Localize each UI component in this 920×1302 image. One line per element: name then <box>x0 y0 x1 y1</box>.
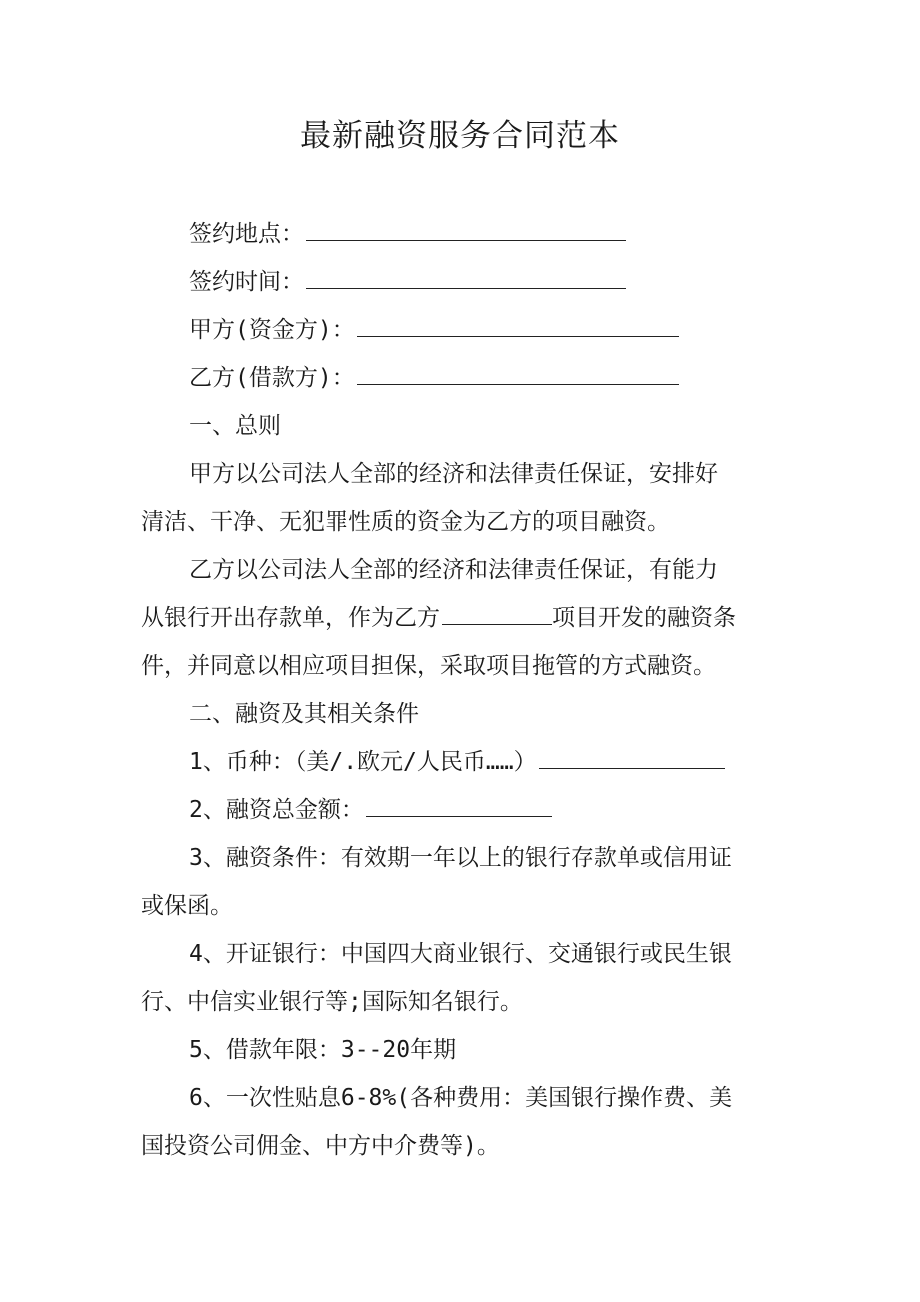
item-line: 5、借款年限：3--20年期 <box>189 1037 457 1063</box>
sign-time-label: 签约时间： <box>189 269 304 295</box>
item-total-amount-label: 2、融资总金额： <box>189 797 364 823</box>
sign-time-blank[interactable] <box>306 264 626 289</box>
document-title: 最新融资服务合同范本 <box>300 118 620 154</box>
item-line: 3、融资条件：有效期一年以上的银行存款单或信用证 <box>189 845 732 871</box>
paragraph-line: 甲方以公司法人全部的经济和法律责任保证，安排好 <box>189 461 718 487</box>
currency-blank[interactable] <box>539 744 725 769</box>
sign-place-field <box>141 210 781 258</box>
party-b-field <box>141 354 781 402</box>
item-line: 行、中信实业银行等;国际知名银行。 <box>141 989 523 1015</box>
project-name-blank[interactable] <box>442 600 552 625</box>
section-financing-heading: 二、融资及其相关条件 <box>189 701 419 727</box>
paragraph-line: 乙方以公司法人全部的经济和法律责任保证，有能力 <box>189 557 718 583</box>
paragraph-line: 清洁、干净、无犯罪性质的资金为乙方的项目融资。 <box>141 509 670 535</box>
paragraph-text: 项目开发的融资条 <box>552 605 736 631</box>
sign-place-blank[interactable] <box>306 216 626 241</box>
sign-place-label: 签约地点： <box>189 221 304 247</box>
item-line: 或保函。 <box>141 893 233 919</box>
paragraph-text: 从银行开出存款单，作为乙方 <box>141 605 440 631</box>
party-b-blank[interactable] <box>357 360 679 385</box>
item-total-amount <box>141 786 781 834</box>
total-amount-blank[interactable] <box>366 792 552 817</box>
item-currency <box>141 738 781 786</box>
paragraph-line: 件，并同意以相应项目担保，采取项目拖管的方式融资。 <box>141 653 716 679</box>
item-line: 6、一次性贴息6-8%(各种费用：美国银行操作费、美 <box>189 1085 733 1111</box>
sign-time-field <box>141 258 781 306</box>
item-currency-label: 1、币种：（美/.欧元/人民币……） <box>189 749 537 775</box>
paragraph-line-with-blank <box>141 594 781 642</box>
item-line: 4、开证银行：中国四大商业银行、交通银行或民生银 <box>189 941 732 967</box>
party-a-field <box>141 306 781 354</box>
party-b-label: 乙方(借款方)： <box>189 365 355 391</box>
item-line: 国投资公司佣金、中方中介费等)。 <box>141 1133 500 1159</box>
party-a-label: 甲方(资金方)： <box>189 317 355 343</box>
party-a-blank[interactable] <box>357 312 679 337</box>
section-general-heading: 一、总则 <box>189 413 281 439</box>
